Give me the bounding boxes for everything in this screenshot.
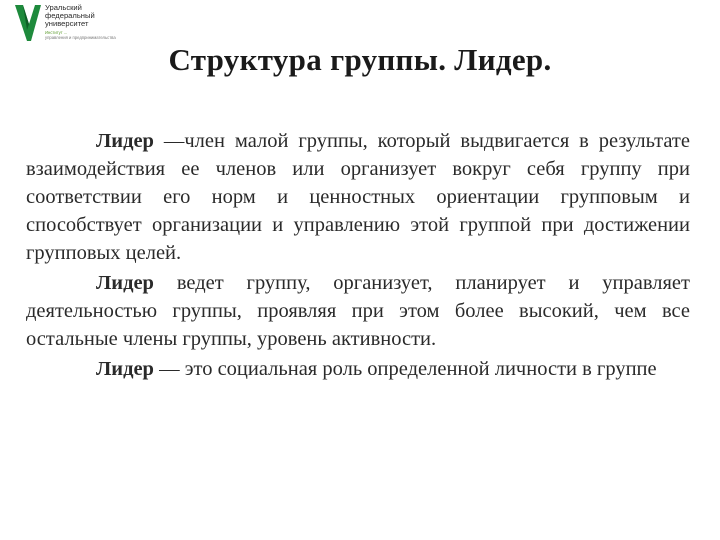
slide-title: Структура группы. Лидер.: [168, 42, 552, 77]
paragraph-text: — это социальная роль определенной личности в группе: [153, 358, 657, 380]
term-leader: Лидер: [96, 272, 154, 294]
paragraph-1: [26, 127, 690, 267]
logo-subtitle: Институт ... управления и предпринимательства: [45, 30, 116, 40]
slide-body: [26, 127, 690, 385]
university-logo: [14, 4, 164, 44]
paragraph-3: [26, 355, 690, 383]
paragraph-text: ведет группу, организует, планирует и управляет деятельностью группы, проявляя при этом более высокий, чем все остальные члены группы, уровень активности.: [26, 272, 690, 350]
term-leader: Лидер: [96, 130, 154, 152]
paragraph-text: —член малой группы, который выдвигается в результате взаимодействия ее членов или организует вокруг себя группу при соответствии его норм и ценностных ориентации групповым и способствует организации и управлению этой группой при достижении групповых целей.: [26, 130, 690, 264]
term-leader: Лидер: [96, 358, 154, 380]
paragraph-2: [26, 269, 690, 353]
logo-name: Уральский федеральный университет: [45, 3, 95, 28]
urfu-logo-icon: [14, 4, 42, 42]
